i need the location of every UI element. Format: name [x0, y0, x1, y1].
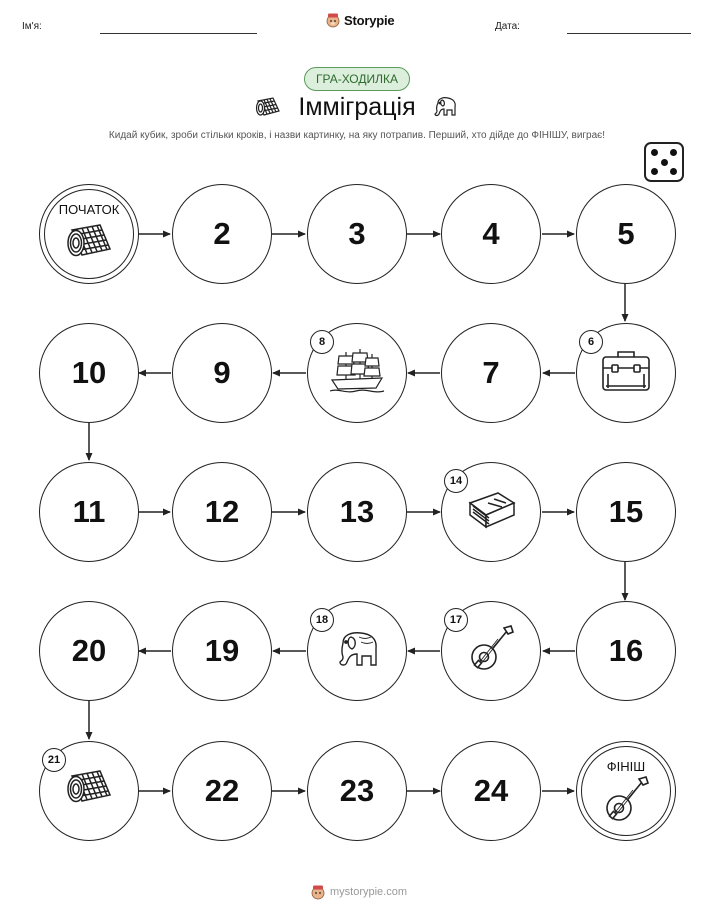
board-cell-17	[441, 601, 541, 701]
cell-number: 7	[482, 355, 500, 390]
lute-icon	[602, 775, 650, 830]
board-cell-9	[172, 323, 272, 423]
cell-number-badge: 21	[42, 748, 66, 772]
cell-number-badge: 6	[579, 330, 603, 354]
rug-roll-icon	[62, 221, 116, 270]
cell-number-badge: 17	[444, 608, 468, 632]
start-label: ПОЧАТОК	[58, 202, 120, 217]
board-cell-20	[39, 601, 139, 701]
board-cell-8	[307, 323, 407, 423]
cell-number: 13	[339, 494, 375, 529]
name-label: Ім'я:	[22, 21, 42, 32]
board-cell-10	[39, 323, 139, 423]
cell-number-badge: 14	[444, 469, 468, 493]
cell-number: 16	[608, 633, 644, 668]
lute-icon	[467, 624, 515, 679]
page-title: Імміграція	[298, 93, 416, 121]
cell-number: 10	[71, 355, 107, 390]
board-cell-2	[172, 184, 272, 284]
board-cell-22	[172, 741, 272, 841]
cell-number: 5	[617, 216, 635, 251]
suitcase-icon	[600, 348, 652, 399]
board-cell-7	[441, 323, 541, 423]
cell-number-badge: 8	[310, 330, 334, 354]
board-cell-14	[441, 462, 541, 562]
game-type-badge: ГРА-ХОДИЛКА	[304, 67, 410, 91]
board-cell-18	[307, 601, 407, 701]
cell-number: 2	[213, 216, 231, 251]
cell-number: 4	[482, 216, 500, 251]
board-cell-12	[172, 462, 272, 562]
board-cell-23	[307, 741, 407, 841]
board-cell-5	[576, 184, 676, 284]
elephant-icon	[329, 627, 385, 676]
board-cell-24	[441, 741, 541, 841]
cell-number: 3	[348, 216, 366, 251]
cell-number: 15	[608, 494, 644, 529]
footer-url[interactable]: mystorypie.com	[330, 886, 408, 898]
cell-number: 12	[204, 494, 240, 529]
finish-label: ФІНІШ	[606, 759, 646, 774]
board-cell-21	[39, 741, 139, 841]
board-cell-11	[39, 462, 139, 562]
board-cell-6	[576, 323, 676, 423]
board-cell-15	[576, 462, 676, 562]
cell-number: 9	[213, 355, 231, 390]
cell-number: 19	[204, 633, 240, 668]
date-label: Дата:	[495, 21, 520, 32]
book-icon	[464, 489, 518, 536]
footer	[310, 884, 407, 900]
cell-number: 23	[339, 773, 375, 808]
board-cell-16	[576, 601, 676, 701]
board-cell-4	[441, 184, 541, 284]
cell-number: 22	[204, 773, 240, 808]
board-cell-1	[39, 184, 139, 284]
cell-number: 20	[71, 633, 107, 668]
cell-number-badge: 18	[310, 608, 334, 632]
brand-name: Storypie	[344, 12, 395, 28]
cell-number: 24	[473, 773, 509, 808]
board-cell-19	[172, 601, 272, 701]
cell-number: 11	[72, 494, 106, 529]
rug-roll-icon	[62, 767, 116, 816]
instructions-text: Кидай кубик, зроби стільки кроків, і назви картинку, на яку потрапив. Перший, хто дійде до ФІНІШУ, виграє!	[108, 130, 606, 141]
board-cell-25	[576, 741, 676, 841]
ship-icon	[328, 346, 386, 401]
bear-logo-icon	[310, 884, 326, 900]
board-cell-3	[307, 184, 407, 284]
board-cell-13	[307, 462, 407, 562]
